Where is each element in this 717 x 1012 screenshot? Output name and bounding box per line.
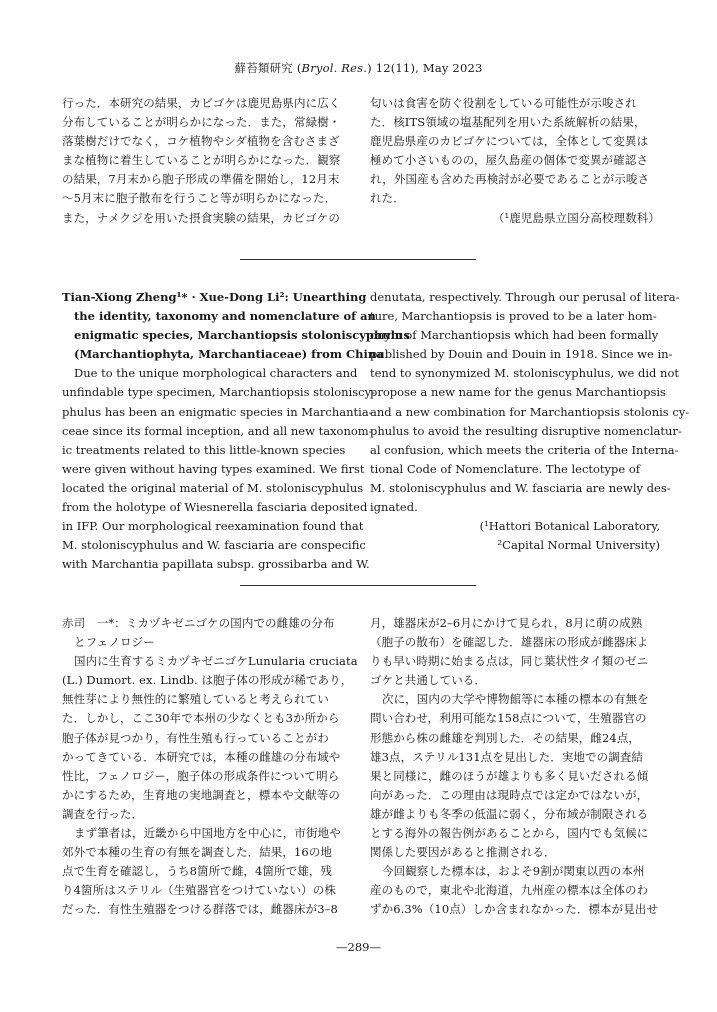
text-line: ceae since its formal inception, and all new taxonom- xyxy=(62,423,373,438)
text-line: 胞子体が見つかり，有性生殖も行っていることがわ xyxy=(62,730,329,745)
text-line: ture, Marchantiopsis is proved to be a later hom- xyxy=(370,309,657,324)
text-line: located the original material of M. stoloniscyphulus xyxy=(62,480,364,495)
text-line: 問い合わせ，利用可能な158点について，生殖器官の xyxy=(370,711,647,726)
text-line: た．しかし，ここ30年で本州の少なくとも3か所から xyxy=(62,711,340,726)
text-line: phulus has been an enigmatic species in Marchantia- xyxy=(62,404,373,419)
text-line: 産のもので，東北や北海道，九州産の標本は全体のわ xyxy=(370,883,649,898)
text-line: denutata, respectively. Through our perusal of litera- xyxy=(370,290,680,304)
text-line: かにするため，生育地の実地調査と，標本や文献等の xyxy=(62,787,340,802)
text-line: onym of Marchantiopsis which had been formally xyxy=(370,328,659,343)
text-line: 国内に生育するミカヅキゼニゴケLunularia cruciata xyxy=(74,654,358,669)
text-line: in IFP. Our morphological reexamination found that xyxy=(62,519,364,534)
journal-name-en: Bryol. Res. xyxy=(301,61,368,75)
text-line: ignated. xyxy=(370,500,418,515)
article-title-line: とフェノロジー xyxy=(74,635,155,650)
article-title-line: (Marchantiophyta, Marchantiaceae) from China xyxy=(74,347,384,362)
affiliation: ²Capital Normal University) xyxy=(497,538,660,553)
text-line: 極めて小さいものの，屋久島産の個体で変異が確認さ xyxy=(370,153,648,168)
text-line: unfindable type specimen, Marchantiopsis stoloniscy- xyxy=(62,385,375,400)
text-line: al confusion, which meets the criteria of the Interna- xyxy=(370,442,679,457)
text-line: tend to synonymized M. stoloniscyphulus, we did not xyxy=(370,366,679,381)
article-title-line: 赤司 一*：ミカヅキゼニゴケの国内での雌雄の分布 xyxy=(62,616,335,630)
text-line: Due to the unique morphological characters and xyxy=(74,366,358,381)
text-line: M. stoloniscyphulus and W. fasciaria are newly des- xyxy=(370,480,671,495)
text-line: れた． xyxy=(370,191,405,206)
section1-left-column xyxy=(62,94,352,228)
text-line: ic treatments related to this little-known species xyxy=(62,442,346,457)
page-number: —289— xyxy=(336,940,381,954)
text-line: 性比，フェノロジー，胞子体の形成条件について明ら xyxy=(62,768,340,783)
section1-right-column xyxy=(370,94,660,228)
journal-name-jp: 蘚苔類研究 xyxy=(234,61,293,75)
text-line: 行った．本研究の結果，カビゴケは鹿児島県内に広く xyxy=(62,96,341,110)
affiliation: (¹Hattori Botanical Laboratory, xyxy=(479,519,660,534)
text-line: (L.) Dumort. ex. Lindb. は胞子体の形成が稀であり， xyxy=(62,673,353,688)
section-divider xyxy=(240,259,476,260)
running-header: 蘚苔類研究 (Bryol. Res.) 12(11), May 2023 xyxy=(234,61,483,75)
text-line: 今回観察した標本は，およそ9割が関東以西の本州 xyxy=(382,864,645,879)
text-line: 雄が雌よりも冬季の低温に弱く，分布域が制限される xyxy=(370,806,649,821)
text-line: phulus to avoid the resulting disruptive nomenclatur- xyxy=(370,423,682,438)
section3-right-column xyxy=(370,614,660,920)
text-line: 鹿児島県産のカビゴケについては，全体として変異は xyxy=(370,134,649,149)
text-line: 果と同様に，雌のほうが雄よりも多く見いだされる傾 xyxy=(370,768,649,783)
title-part: Unearthing xyxy=(292,290,367,304)
text-line: （胞子の散布）を確認した．雄器床の形成が雌器床よ xyxy=(370,635,649,650)
text-line: M. stoloniscyphulus and W. fasciaria are conspecific xyxy=(62,538,366,553)
text-line: tional Code of Nomenclature. The lectotype of xyxy=(370,461,641,476)
text-line: の結果，7月末から胞子形成の準備を開始し，12月末 xyxy=(62,172,340,187)
authors: Tian-Xiong Zheng¹* · Xue-Dong Li²: xyxy=(62,290,289,304)
affiliation: （¹鹿児島県立国分高校理数科） xyxy=(492,210,660,225)
text-line: 月，雄器床が2–6月にかけて見られ，8月に萌の成熟 xyxy=(370,616,643,630)
text-line: りも早い時期に始まる点は，同じ葉状性タイ類のゼニ xyxy=(370,654,649,669)
section3-left-column xyxy=(62,614,358,920)
article-title-line xyxy=(62,288,367,307)
section2-right-column xyxy=(370,288,690,555)
text-line: and a new combination for Marchantiopsis stolonis cy- xyxy=(370,404,690,419)
text-line: published by Douin and Douin in 1918. Since we in- xyxy=(370,347,673,362)
article-title-line: the identity, taxonomy and nomenclature of an xyxy=(74,309,376,324)
text-line: 向があった．この理由は現時点では定かではないが， xyxy=(370,787,649,802)
text-line: ずか6.3%（10点）しか含まれなかった．標本が見出せ xyxy=(370,902,659,917)
text-line: ゴケと共通している． xyxy=(370,673,486,688)
text-line: た．核ITS領域の塩基配列を用いた系統解析の結果， xyxy=(370,115,646,130)
text-line: propose a new name for the genus Marchantiopsis xyxy=(370,385,666,400)
section-divider xyxy=(240,585,476,586)
text-line: まず筆者は，近畿から中国地方を中心に，市街地や xyxy=(74,826,341,841)
text-line: 調査を行った． xyxy=(62,806,144,821)
text-line: り4箇所はステリル（生殖器官をつけていない）の株 xyxy=(62,883,336,898)
text-line: 無性芽により無性的に繁殖していると考えられてい xyxy=(62,692,329,707)
text-line: かってきている．本研究では，本種の雌雄の分布域や xyxy=(62,749,341,764)
text-line: また，ナメクジを用いた摂食実験の結果，カビゴケの xyxy=(62,210,340,225)
text-line: with Marchantia papillata subsp. grossibarba and W. xyxy=(62,557,370,572)
text-line: 次に，国内の大学や博物館等に本種の標本の有無を xyxy=(382,692,649,707)
text-line: 分布していることが明らかになった．また，常緑樹・ xyxy=(62,115,341,130)
text-line: were given without having types examined. We first xyxy=(62,461,365,476)
text-line: 匂いは食害を防ぐ役割をしている可能性が示唆され xyxy=(370,96,637,110)
text-line: だった．有性生殖器をつける群落では，雌器床が3–8 xyxy=(62,902,338,917)
article-title-line: enigmatic species, Marchantiopsis stoloniscyphulus xyxy=(74,328,410,343)
text-line: 落葉樹だけでなく，コケ植物やシダ植物を含むさまざ xyxy=(62,134,340,149)
text-line: 形態から株の雌雄を判別した．その結果，雌24点， xyxy=(370,730,641,745)
text-line: まな植物に着生していることが明らかになった．観察 xyxy=(62,153,341,168)
text-line: 郊外で本種の生育の有無を調査した．結果，16の地 xyxy=(62,845,333,860)
text-line: 雄3点，ステリル131点を見出した．実地での調査結 xyxy=(370,749,644,764)
text-line: 〜5月末に胞子散布を行うこと等が明らかになった． xyxy=(62,191,337,206)
text-line: from the holotype of Wiesnerella fasciaria deposited xyxy=(62,500,368,515)
text-line: 関係した要因があると推測される． xyxy=(370,845,556,860)
text-line: とする海外の報告例があることから，国内でも気候に xyxy=(370,826,649,841)
text-line: 点で生育を確認し，うち8箇所で雌，4箇所で雄，残 xyxy=(62,864,333,879)
text-line: れ，外国産も含めた再検討が必要であることが示唆さ xyxy=(370,172,650,187)
issue-info: 12(11), May 2023 xyxy=(375,61,483,75)
